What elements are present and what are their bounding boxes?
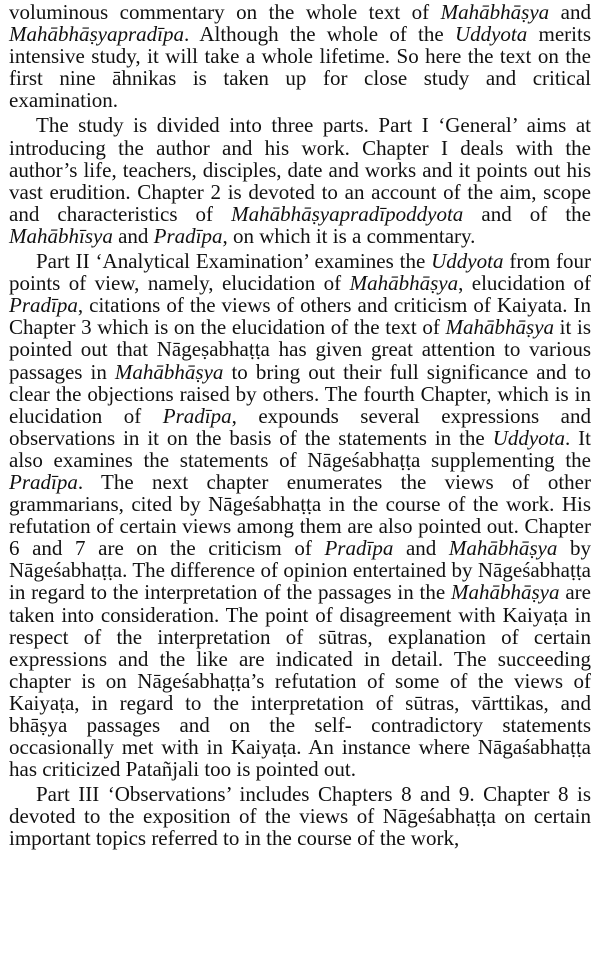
text-run: , elucidation of bbox=[458, 271, 591, 296]
text-run: The study is divided into three parts. Part I ‘General’ aims at introducing the author and his work. Chapter I deals with the author’s life, teachers, disciples, date and works and it points out his vast erudition. Chapter 2 is devoted to an account of the aim, scope and characteristics of bbox=[9, 113, 591, 226]
italic-run: Mahābhāṣya bbox=[114, 359, 224, 384]
text-run: and bbox=[549, 0, 592, 24]
text-run: voluminous commentary on the whole text of bbox=[9, 0, 441, 24]
paragraph-2 bbox=[9, 114, 591, 247]
text-run: , expounds several expressions and observations in it on the basis of the statements in the bbox=[9, 403, 592, 450]
text-run: Part II ‘Analytical Examination’ examines the bbox=[36, 249, 432, 274]
italic-run: Mahābhāṣya bbox=[349, 271, 459, 296]
italic-run: Pradīpa bbox=[9, 293, 78, 318]
text-run: and of the bbox=[463, 201, 591, 226]
text-run: . The next chapter enumerates the views of other grammarians, cited by Nāgeśabhaṭṭa in the course of the work. His refutation of certain views among them are also pointed out. Chapter 6 and 7 are on the criticism of bbox=[9, 469, 591, 561]
italic-run: Uddyota bbox=[454, 22, 528, 47]
text-run: . Although the whole of the bbox=[184, 22, 455, 47]
paragraph-4 bbox=[9, 783, 591, 849]
paragraph-1 bbox=[9, 1, 591, 111]
text-run: merits intensive study, it will take a whole lifetime. So here the text on the first nine āhnikas is taken up for close study and critical examination. bbox=[9, 22, 591, 113]
text-run: . It also examines the statements of Nāgeśabhaṭṭa supplementing the bbox=[9, 425, 592, 472]
text-run: , on which it is a commentary. bbox=[222, 223, 476, 248]
italic-run: Uddyota bbox=[431, 249, 504, 274]
text-run: are taken into consideration. The point of disagreement with Kaiyaṭa in respect of the interpretation of sūtras, explanation of certain expressions and the like are indicated in detail. The succeeding chapter is on Nāgeśabhaṭṭa’s refutation of some of the views of Kaiyaṭa, in regard to the interpretation of sūtras, vārttikas, and bhāṣya passages and on the self- contradictory statements occasionally met with in Kaiyaṭa. An instance where Nāgaśabhaṭṭa has criticized Patañjali too is pointed out. bbox=[9, 580, 591, 782]
italic-run: Uddyota bbox=[492, 425, 566, 450]
italic-run: Mahābhāṣya bbox=[440, 0, 550, 24]
text-run: Part III ‘Observations’ includes Chapters 8 and 9. Chapter 8 is devoted to the exposition of the views of Nāgeśabhaṭṭa on certain important topics referred to in the course of the work, bbox=[9, 782, 591, 851]
text-run: by Nāgeśabhaṭṭa. The difference of opinion entertained by Nāgeśabhaṭṭa in regard to the interpretation of the passages in the bbox=[9, 536, 591, 605]
page-body bbox=[9, 0, 591, 850]
text-run: from four points of view, namely, elucidation of bbox=[9, 249, 591, 296]
italic-run: Pradīpa bbox=[9, 469, 78, 494]
italic-run: Pradīpa bbox=[153, 223, 223, 248]
italic-run: Mahābhāṣyapradīpoddyota bbox=[231, 201, 464, 226]
italic-run: Pradīpa bbox=[324, 536, 394, 561]
text-run: and bbox=[112, 223, 154, 248]
italic-run: Mahābhīsya bbox=[9, 223, 113, 248]
italic-run: Mahābhāṣyapradīpa bbox=[9, 22, 184, 47]
italic-run: Mahābhāṣya bbox=[445, 315, 555, 340]
text-run: and bbox=[393, 536, 449, 561]
text-run: , citations of the views of others and criticism of Kaiyata. In Chapter 3 which is on the elucidation of the text of bbox=[9, 293, 591, 340]
text-run: to bring out their full significance and to clear the objections raised by others. The fourth Chapter, which is in elucidation of bbox=[9, 359, 591, 428]
italic-run: Pradīpa bbox=[162, 403, 232, 428]
paragraph-3 bbox=[9, 250, 591, 780]
text-run: it is pointed out that Nāgeṣabhaṭṭa has given great attention to various passages in bbox=[9, 315, 592, 384]
italic-run: Mahābhāṣya bbox=[448, 536, 558, 561]
italic-run: Mahābhāṣya bbox=[451, 580, 560, 605]
